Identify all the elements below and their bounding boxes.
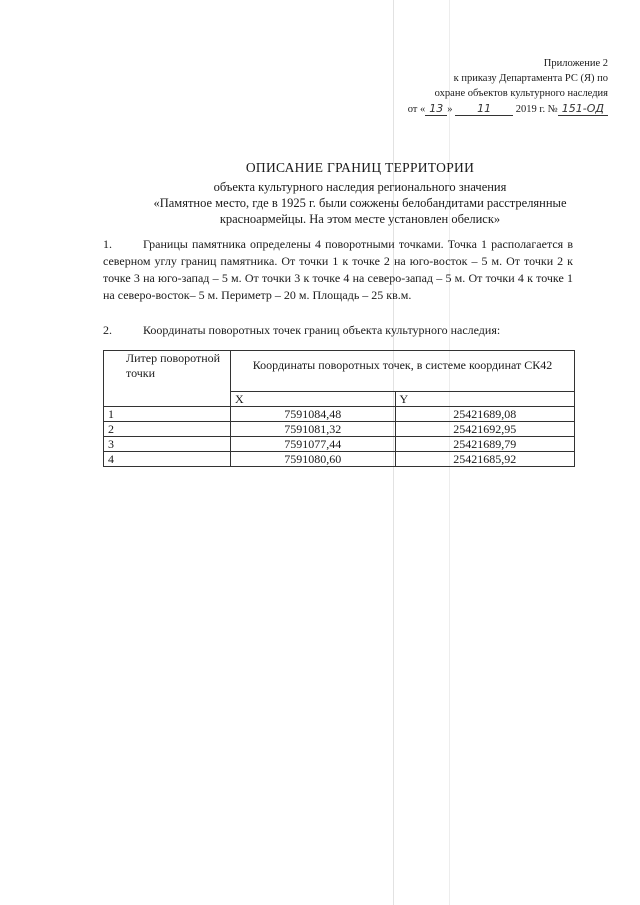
header-x: X [231, 392, 396, 407]
appendix-header [308, 56, 608, 117]
point-number: 4 [104, 452, 231, 467]
paragraph-text: Координаты поворотных точек границ объекта культурного наследия: [143, 323, 501, 337]
date-mid: » [447, 104, 453, 115]
point-number: 2 [104, 422, 231, 437]
paragraph-number: 1. [103, 237, 112, 251]
coordinates-table [103, 350, 575, 467]
appendix-date-line [308, 101, 608, 117]
header-point-letter: Литер поворотной точки [104, 351, 231, 407]
header-coordinates: Координаты поворотных точек, в системе координат СК42 [231, 351, 575, 392]
handwritten-order-number: 151-ОД [558, 102, 608, 116]
point-x: 7591081,32 [231, 422, 396, 437]
paragraph-number: 2. [103, 323, 112, 337]
title-sub-1: объекта культурного наследия регионального значения [213, 180, 507, 194]
appendix-line: Приложение 2 [543, 58, 608, 69]
point-y: 25421689,79 [395, 437, 574, 452]
table-row [104, 452, 575, 467]
document-title [110, 160, 610, 227]
appendix-line: охране объектов культурного наследия [434, 88, 608, 99]
appendix-line: к приказу Департамента РС (Я) по [453, 73, 608, 84]
paragraph-coordinates [103, 322, 573, 339]
table-row [104, 422, 575, 437]
date-prefix: от « [407, 104, 426, 115]
point-x: 7591084,48 [231, 407, 396, 422]
title-main: ОПИСАНИЕ ГРАНИЦ ТЕРРИТОРИИ [245, 160, 475, 175]
point-number: 3 [104, 437, 231, 452]
paragraph-boundaries [103, 236, 573, 304]
table-row [104, 407, 575, 422]
point-y: 25421689,08 [395, 407, 574, 422]
point-x: 7591080,60 [231, 452, 396, 467]
point-x: 7591077,44 [231, 437, 396, 452]
title-sub-2: «Памятное место, где в 1925 г. были сожжены белобандитами расстрелянные [153, 196, 567, 210]
point-y: 25421685,92 [395, 452, 574, 467]
point-number: 1 [104, 407, 231, 422]
title-sub-3: красноармейцы. На этом месте установлен обелиск» [219, 212, 501, 226]
table-header-row [104, 351, 575, 392]
header-y: Y [395, 392, 574, 407]
date-year: 2019 г. № [515, 104, 558, 115]
paragraph-text: Границы памятника определены 4 поворотными точками. Точка 1 располагается в северном углу границ памятника. От точки 1 к точке 2 на юго-восток – 5 м. От точки 2 к точке 3 на юго-запад – 5 м. От точки 3 к точке 4 на северо-запад – 5 м. От точки 4 к точке 1 на северо-восток– 5 м. Периметр – 20 м. Площадь – 25 кв.м. [103, 237, 573, 302]
handwritten-month: 11 [455, 102, 513, 116]
table-row [104, 437, 575, 452]
handwritten-day: 13 [425, 102, 447, 116]
point-y: 25421692,95 [395, 422, 574, 437]
